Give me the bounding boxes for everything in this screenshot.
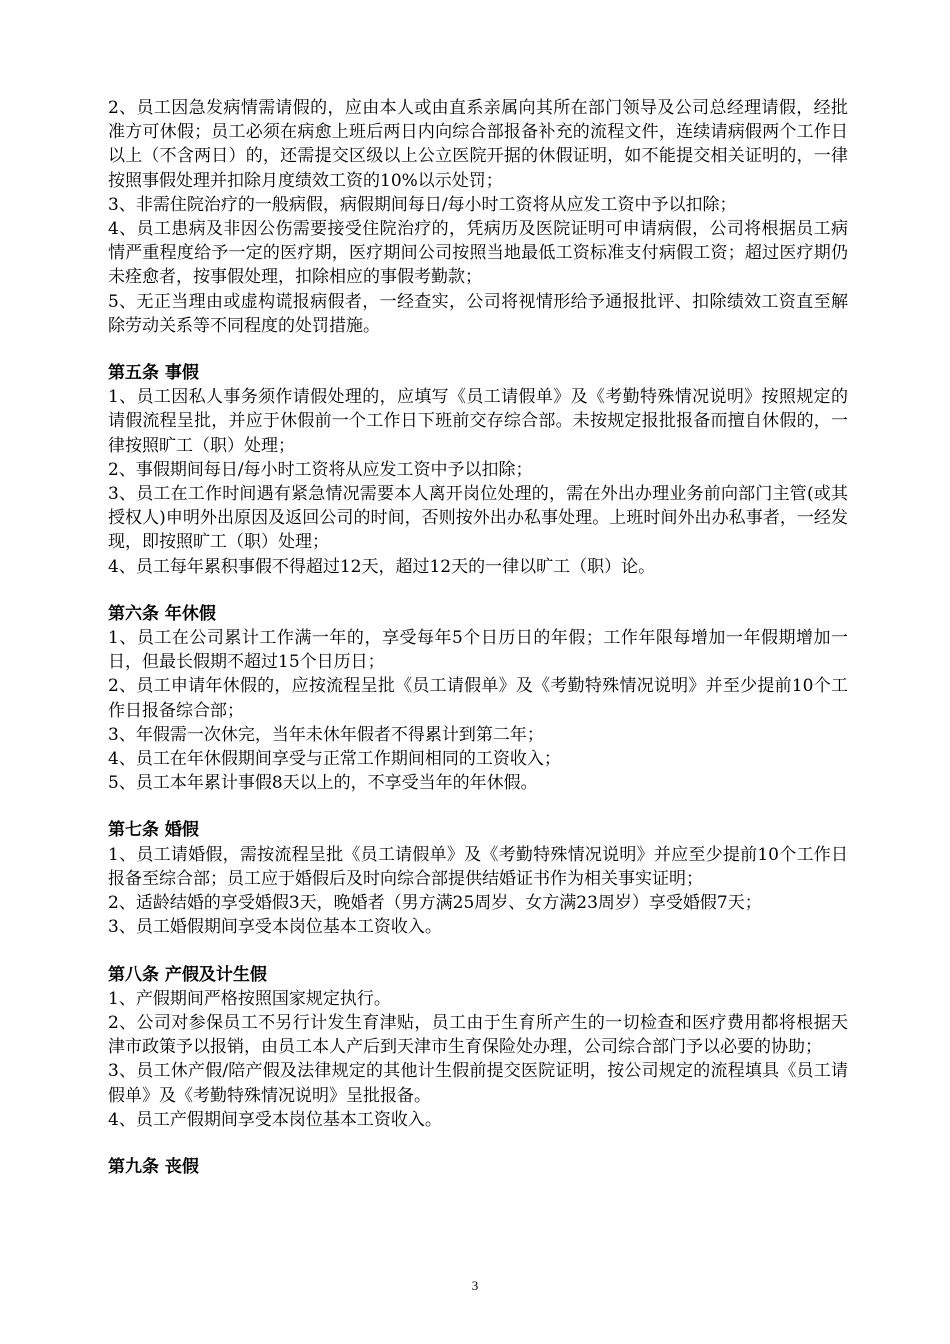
section-maternity-leave — [108, 963, 848, 1132]
section-heading: 第六条 年休假 — [108, 603, 216, 624]
paragraph: 1、员工因私人事务须作请假处理的，应填写《员工请假单》及《考勤特殊情况说明》按照规定的请假流程呈批，并应于休假前一个工作日下班前交存综合部。未按规定报批报备而擅自休假的，一律按照旷工（职）处理； — [108, 387, 848, 456]
section-sick-leave-continued — [108, 96, 848, 338]
section-bereavement-leave — [108, 1155, 848, 1179]
paragraph: 2、事假期间每日/每小时工资将从应发工资中予以扣除； — [108, 459, 533, 480]
document-page — [108, 96, 848, 1179]
paragraph: 3、员工婚假期间享受本岗位基本工资收入。 — [108, 917, 442, 938]
section-heading: 第九条 丧假 — [108, 1156, 199, 1177]
paragraph: 2、适龄结婚的享受婚假3天，晚婚者（男方满25周岁、女方满23周岁）享受婚假7天； — [108, 893, 762, 914]
section-heading: 第八条 产假及计生假 — [108, 964, 267, 985]
paragraph: 3、员工在工作时间遇有紧急情况需要本人离开岗位处理的，需在外出办理业务前向部门主管(或其授权人)申明外出原因及返回公司的时间，否则按外出办私事处理。上班时间外出办私事者，一经发现，即按照旷工（职）处理； — [108, 484, 848, 553]
paragraph: 1、产假期间严格按照国家规定执行。 — [108, 988, 391, 1009]
section-marriage-leave — [108, 818, 848, 939]
section-personal-leave — [108, 361, 848, 579]
page-number: 3 — [471, 1278, 479, 1293]
paragraph: 5、员工本年累计事假8天以上的，不享受当年的年休假。 — [108, 773, 538, 794]
paragraph: 4、员工在年休假期间享受与正常工作期间相同的工资收入； — [108, 749, 561, 770]
paragraph: 4、员工每年累积事假不得超过12天，超过12天的一律以旷工（职）论。 — [108, 556, 656, 577]
paragraph: 2、员工因急发病情需请假的，应由本人或由直系亲属向其所在部门领导及公司总经理请假，经批准方可休假；员工必须在病愈上班后两日内向综合部报备补充的流程文件，连续请病假两个工作日以上（不含两日）的，还需提交区级以上公立医院开据的休假证明，如不能提交相关证明的，一律按照事假处理并扣除月度绩效工资的10%以示处罚； — [108, 98, 848, 191]
paragraph: 1、员工在公司累计工作满一年的，享受每年5个日历日的年假；工作年限每增加一年假期增加一日，但最长假期不超过15个日历日； — [108, 628, 848, 673]
paragraph: 1、员工请婚假，需按流程呈批《员工请假单》及《考勤特殊情况说明》并应至少提前10个工作日报备至综合部；员工应于婚假后及时向综合部提供结婚证书作为相关事实证明； — [108, 844, 848, 889]
paragraph: 2、员工申请年休假的，应按流程呈批《员工请假单》及《考勤特殊情况说明》并至少提前10个工作日报备综合部； — [108, 676, 848, 721]
section-heading: 第七条 婚假 — [108, 820, 199, 841]
paragraph: 3、员工休产假/陪产假及法律规定的其他计生假前提交医院证明，按公司规定的流程填具《员工请假单》及《考勤特殊情况说明》呈批报备。 — [108, 1061, 848, 1106]
paragraph: 2、公司对参保员工不另行计发生育津贴，员工由于生育所产生的一切检查和医疗费用都将根据天津市政策予以报销，由员工本人产后到天津市生育保险处办理，公司综合部门予以必要的协助； — [108, 1012, 848, 1058]
section-heading: 第五条 事假 — [108, 363, 199, 384]
paragraph: 5、无正当理由或虚构谎报病假者，一经查实，公司将视情形给予通报批评、扣除绩效工资直至解除劳动关系等不同程度的处罚措施。 — [108, 291, 848, 336]
paragraph: 3、年假需一次休完，当年未休年假者不得累计到第二年； — [108, 724, 544, 745]
paragraph: 4、员工患病及非因公伤需要接受住院治疗的，凭病历及医院证明可申请病假，公司将根据员工病情严重程度给予一定的医疗期，医疗期间公司按照当地最低工资标准支付病假工资；超过医疗期仍未痊愈者，按事假处理，扣除相应的事假考勤款； — [108, 219, 848, 288]
section-annual-leave — [108, 602, 848, 796]
paragraph: 3、非需住院治疗的一般病假，病假期间每日/每小时工资将从应发工资中予以扣除； — [108, 194, 737, 215]
paragraph: 4、员工产假期间享受本岗位基本工资收入。 — [108, 1109, 442, 1130]
